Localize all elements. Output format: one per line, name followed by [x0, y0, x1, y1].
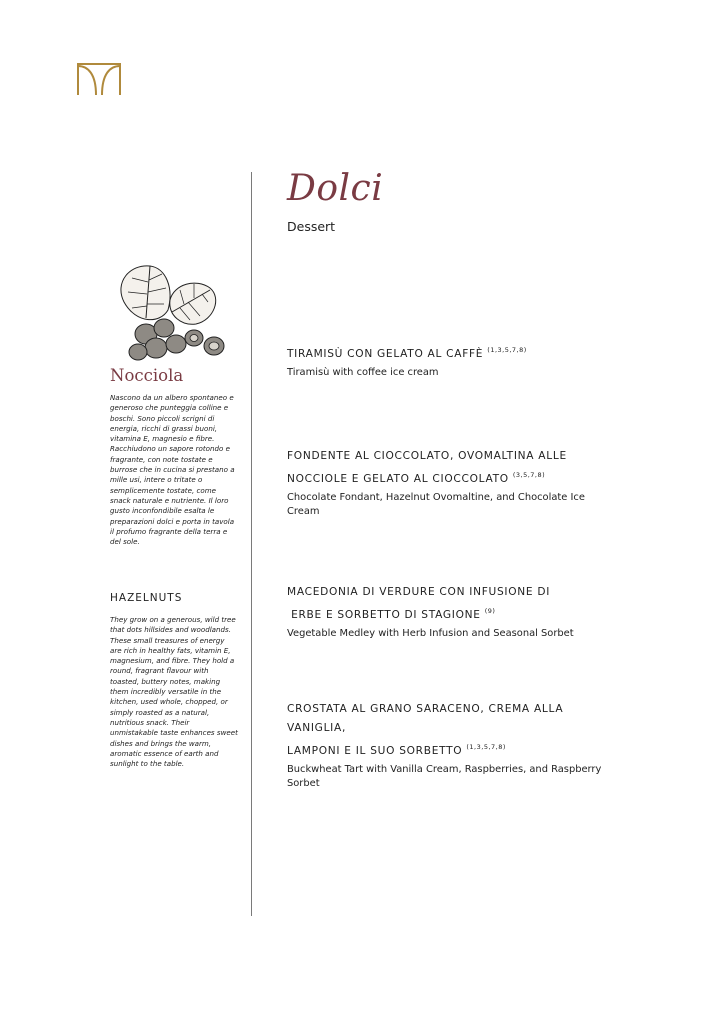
page-title: Dolci — [287, 168, 384, 209]
arch-monogram-logo — [76, 62, 122, 96]
page-subtitle: Dessert — [287, 219, 336, 234]
vertical-divider — [251, 172, 252, 916]
allergen-codes: (1,3,5,7,8) — [466, 743, 506, 751]
menu-item — [287, 583, 617, 641]
menu-item-name: CROSTATA AL GRANO SARACENO, CREMA ALLA VANIGLIA, LAMPONI E IL SUO SORBETTO $^{(1,3,5,7,8)}$ — [287, 703, 564, 757]
allergen-codes: (9) — [484, 607, 496, 615]
menu-item — [287, 447, 617, 518]
menu-item-description: Buckwheat Tart with Vanilla Cream, Raspberries, and Raspberry Sorbet — [287, 764, 602, 789]
allergen-codes: (1,3,5,7,8) — [487, 346, 527, 354]
menu-item-name: TIRAMISÙ CON GELATO AL CAFFÈ $^{(1,3,5,7,8)}$ — [287, 346, 527, 360]
menu-item-description: Vegetable Medley with Herb Infusion and Seasonal Sorbet — [287, 628, 574, 639]
menu-item-name: MACEDONIA DI VERDURE CON INFUSIONE DI ERBE E SORBETTO DI STAGIONE $^{(9)}$ — [287, 586, 551, 621]
sidebar-text-english: They grow on a generous, wild tree that dots hillsides and woodlands. These small treasures of energy are rich in healthy fats, vitamin E, magnesium, and fibre. They hold a round, fragrant flavour with toasted, buttery notes, making them incredibly versatile in the kitchen, used whole, chopped, or simply roasted as a natural, nutritious snack. Their unmistakable taste enhances sweet dishes and brings the warm, aromatic essence of earth and sunlight to the table. — [110, 615, 238, 769]
sidebar-heading-italian: Nocciola — [110, 366, 184, 385]
sidebar-heading-english: HAZELNUTS — [110, 592, 183, 604]
sidebar-text-italian: Nascono da un albero spontaneo e generoso che punteggia colline e boschi. Sono piccoli scrigni di energia, ricchi di grassi buoni, vitamina E, magnesio e fibre. Racchiudono un sapore rotondo e fragrante, con note tostate e burrose che in cucina si prestano a mille usi, intere o tritate o semplicemente tostate, come snack naturale e nutriente. Il loro gusto inconfondibile esalta le preparazioni dolci e porta in tavola il profumo fragrante della terra e del sole. — [110, 393, 235, 547]
menu-item-description: Tiramisù with coffee ice cream — [287, 367, 439, 378]
menu-item — [287, 341, 617, 380]
menu-item-description: Chocolate Fondant, Hazelnut Ovomaltine, and Chocolate Ice Cream — [287, 492, 585, 517]
allergen-codes: (3,5,7,8) — [512, 471, 546, 479]
hazelnut-branch-illustration — [110, 262, 234, 366]
menu-item-name: FONDENTE AL CIOCCOLATO, OVOMALTINA ALLE NOCCIOLE E GELATO AL CIOCCOLATO $^{(3,5,7,8)}$ — [287, 450, 567, 485]
menu-item — [287, 700, 617, 790]
